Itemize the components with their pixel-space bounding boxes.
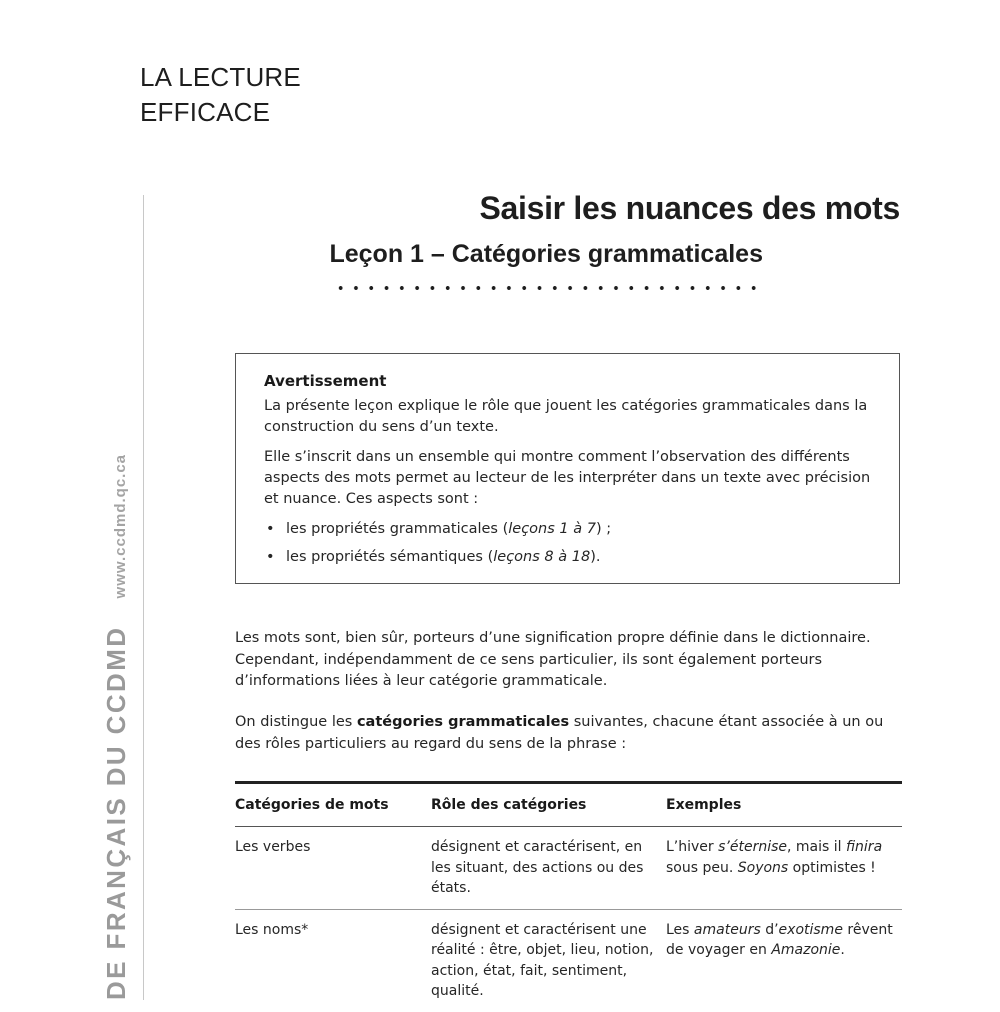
table-body <box>235 827 902 1012</box>
sidebar-branding <box>101 454 132 1000</box>
bullet-text: les propriétés grammaticales ( <box>286 521 509 537</box>
example-highlight: finira <box>846 839 883 855</box>
lesson-subtitle: Leçon 1 – Catégories grammaticales <box>329 240 763 268</box>
example-text: rêvent de voyager en <box>666 921 893 958</box>
example-highlight: amateurs <box>693 921 761 938</box>
table-row <box>235 910 902 1012</box>
notice-box <box>235 353 900 584</box>
page-title: Saisir les nuances des mots <box>479 190 900 226</box>
example-text: L’hiver <box>666 839 719 855</box>
series-title <box>140 60 301 130</box>
table-row <box>235 827 902 910</box>
paragraph-text: On distingue les <box>235 714 357 730</box>
example-text: , mais il <box>787 839 846 855</box>
table-header-row <box>235 784 902 827</box>
sidebar-publisher: DE FRANÇAIS DU CCDMD <box>101 625 131 1000</box>
paragraph-emphasis: catégories grammaticales <box>356 714 570 730</box>
example-cell <box>666 837 902 899</box>
sidebar-url-link[interactable]: www.ccdmd.qc.ca <box>112 453 129 599</box>
bullet-lesson-reference: leçons 1 à 7 <box>508 521 596 537</box>
example-text: . <box>840 942 845 958</box>
dotted-divider <box>333 285 763 291</box>
example-highlight: Amazonie <box>771 942 841 958</box>
bullet-end: ) ; <box>595 521 612 537</box>
notice-bullet <box>264 519 871 540</box>
categories-table <box>235 781 902 1012</box>
example-highlight: Soyons <box>737 859 789 876</box>
example-highlight: s’éternise <box>718 839 788 855</box>
role-cell: désignent et caractérisent, en les situant, des actions ou des états. <box>431 839 644 896</box>
column-header-role: Rôle des catégories <box>431 796 587 813</box>
column-header-examples: Exemples <box>666 796 742 813</box>
example-text: d’ <box>760 921 779 938</box>
example-text: sous peu. <box>666 859 738 876</box>
margin-rule <box>143 195 144 1000</box>
notice-paragraph-1: La présente leçon explique le rôle que jouent les catégories grammaticales dans la construction du sens d’un texte. <box>264 398 868 435</box>
body-paragraph-1: Les mots sont, bien sûr, porteurs d’une signification propre définie dans le dictionnaire. Cependant, indépendamment de ce sens particulier, ils sont également porteurs d’informations liées à leur catégorie grammaticale. <box>235 630 871 689</box>
bullet-lesson-reference: leçons 8 à 18 <box>493 549 591 565</box>
bullet-text: les propriétés sémantiques ( <box>286 549 494 565</box>
example-cell <box>666 920 902 1002</box>
series-title-line-2: EFFICACE <box>140 97 271 127</box>
series-title-line-1: LA LECTURE <box>140 62 301 92</box>
notice-bullet <box>264 547 871 568</box>
notice-title: Avertissement <box>264 372 387 390</box>
role-cell: désignent et caractérisent une réalité : être, objet, lieu, notion, action, état, fait, sentiment, qualité. <box>431 921 654 999</box>
category-cell: Les verbes <box>235 839 311 855</box>
bullet-end: ). <box>590 549 601 565</box>
example-text: optimistes ! <box>788 859 876 876</box>
notice-paragraph-2: Elle s’inscrit dans un ensemble qui montre comment l’observation des différents aspects des mots permet au lecteur de les interpréter dans un texte avec précision et nuance. Ces aspects sont : <box>264 449 871 507</box>
example-text: Les <box>666 921 694 938</box>
body-paragraph-2 <box>235 712 903 755</box>
example-highlight: exotisme <box>778 921 843 938</box>
category-cell: Les noms* <box>235 921 309 938</box>
column-header-categories: Catégories de mots <box>235 796 389 813</box>
paragraph-text: suivantes, chacune étant associée à un ou des rôles particuliers au regard du sens de la phrase : <box>235 714 884 752</box>
